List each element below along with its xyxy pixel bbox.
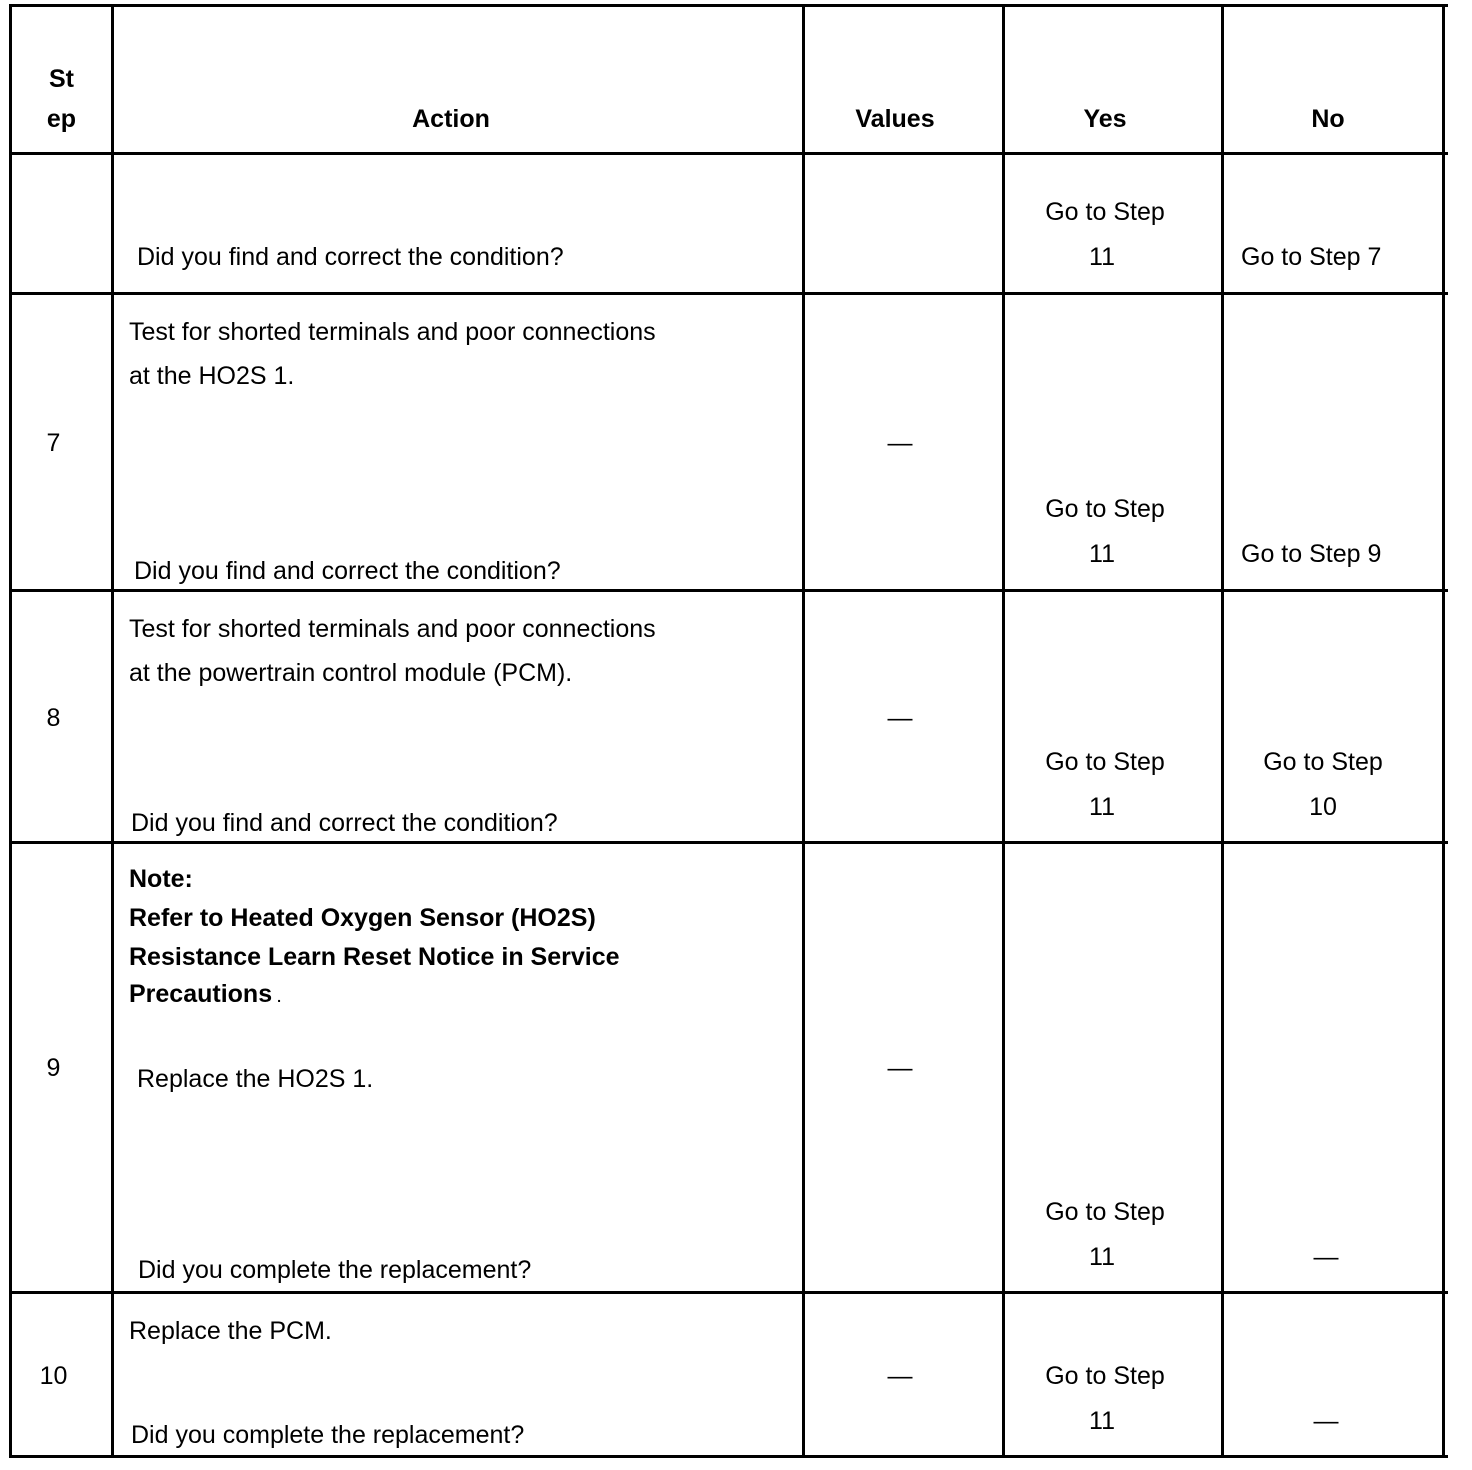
action-question: Did you find and correct the condition?	[131, 809, 558, 837]
row-divider	[9, 1291, 1448, 1294]
no-action: Go to Step 9	[1241, 540, 1382, 568]
note-precautions: Precautions	[129, 980, 273, 1008]
action-line1: Test for shorted terminals and poor connections	[129, 318, 656, 346]
header-step-line1: St	[49, 65, 74, 93]
yes-line1: Go to Step	[1045, 748, 1165, 776]
table-border-top	[9, 4, 1448, 7]
table-border-right	[1442, 4, 1445, 1458]
header-step-line2: ep	[46, 105, 77, 133]
note-line3	[129, 979, 281, 1012]
value: —	[887, 1054, 913, 1082]
value: —	[887, 429, 913, 457]
note-line2: Resistance Learn Reset Notice in Service	[129, 943, 620, 971]
header-values: Values	[855, 105, 935, 133]
action-question: Did you find and correct the condition?	[134, 557, 561, 585]
step-number: 7	[46, 429, 61, 457]
yes-line2: 11	[1089, 540, 1115, 568]
yes-line2: 11	[1089, 793, 1115, 821]
note-period: .	[277, 989, 281, 1005]
value: —	[887, 704, 913, 732]
column-divider	[111, 4, 114, 1458]
yes-line2: 11	[1089, 243, 1115, 271]
action-line1: Test for shorted terminals and poor connections	[129, 615, 656, 643]
no-action: Go to Step 7	[1241, 243, 1382, 271]
yes-line1: Go to Step	[1045, 198, 1165, 226]
yes-line1: Go to Step	[1045, 1362, 1165, 1390]
step-number: 10	[39, 1362, 68, 1390]
step-number: 8	[46, 704, 61, 732]
header-divider	[9, 152, 1448, 155]
table-border-bottom	[9, 1455, 1448, 1458]
action-text: Replace the PCM.	[129, 1317, 332, 1345]
row-divider	[9, 292, 1448, 295]
no-line1: Go to Step	[1263, 748, 1383, 776]
action-question: Did you complete the replacement?	[131, 1421, 525, 1449]
row-divider	[9, 589, 1448, 592]
column-divider	[1221, 4, 1224, 1458]
header-action: Action	[412, 105, 490, 133]
note-label: Note:	[129, 865, 193, 893]
action-text: Replace the HO2S 1.	[137, 1065, 374, 1093]
yes-line1: Go to Step	[1045, 495, 1165, 523]
action-question: Did you complete the replacement?	[138, 1256, 532, 1284]
no-line2: 10	[1309, 793, 1337, 821]
value: —	[887, 1362, 913, 1390]
step-number: 9	[46, 1054, 61, 1082]
no-action: —	[1313, 1407, 1339, 1435]
action-line2: at the powertrain control module (PCM).	[129, 659, 573, 687]
yes-line2: 11	[1089, 1407, 1115, 1435]
row-divider	[9, 841, 1448, 844]
note-line1: Refer to Heated Oxygen Sensor (HO2S)	[129, 904, 596, 932]
yes-line2: 11	[1089, 1243, 1115, 1271]
yes-line1: Go to Step	[1045, 1198, 1165, 1226]
header-yes: Yes	[1083, 105, 1127, 133]
action-question: Did you find and correct the condition?	[137, 243, 564, 271]
action-line2: at the HO2S 1.	[129, 362, 295, 390]
header-no: No	[1311, 105, 1345, 133]
no-action: —	[1313, 1243, 1339, 1271]
